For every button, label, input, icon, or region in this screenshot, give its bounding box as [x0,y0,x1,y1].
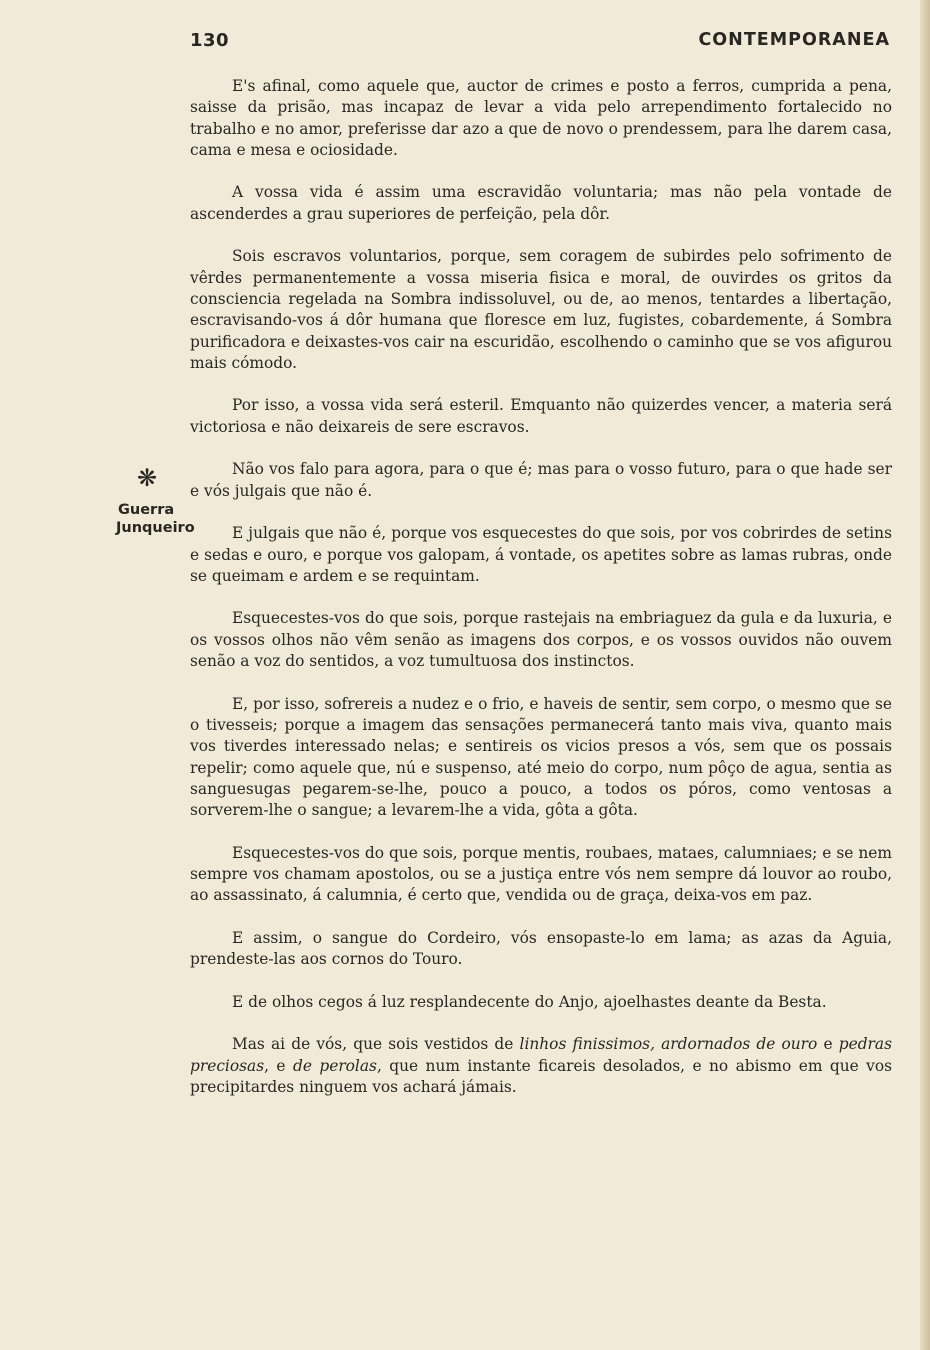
paragraph: E's afinal, como aquele que, auctor de crimes e posto a ferros, cumprida a pena, saisse da prisão, mas incapaz de levar a vida pelo arrependimento fortalecido no trabalho e no amor, preferisse dar azo a que de novo o prendessem, para lhe darem casa, cama e mesa e ociosidade. [190,77,892,159]
text-span: , e [264,1056,293,1075]
italic-phrase: linhos finissimos, ardornados de ouro [519,1035,818,1054]
paragraph: E, por isso, sofrereis a nudez e o frio, e haveis de sentir, sem corpo, o mesmo que se o tivesseis; porque a imagem das sensações permanecerá tanto mais viva, quanto mais vos tiverdes interessado nelas; e sentireis os vicios presos a vós, sem que os possais repelir; como aquele que, nú e suspenso, até meio do corpo, num pôço de agua, sentia as sanguesugas pegarem-se-lhe, pouco a pouco, a todos os póros, como ventosas a sorverem-lhe o sangue; a levarem-lhe a vida, gôta a gôta. [190,694,892,820]
running-head: CONTEMPORANEA [698,30,890,50]
italic-phrase: pedras preciosas [190,1035,892,1075]
paragraph: Esquecestes-vos do que sois, porque rastejais na embriaguez da gula e da luxuria, e os vossos olhos não vêm senão as imagens dos corpos, e os vossos ouvidos não ouvem senão a voz do sentidos, a voz tumultuosa dos instinctos. [190,609,892,671]
paragraph-last [190,1034,892,1098]
paragraph: Esquecestes-vos do que sois, porque mentis, roubaes, mataes, calumniaes; e se nem sempre vos chamam apostolos, ou se a justiça entre vós nem sempre dá louvor ao roubo, ao assassinato, á calumnia, é certo que, vendida ou de graça, deixa-vos em paz. [190,843,892,905]
paragraph: Não vos falo para agora, para o que é; mas para o vosso futuro, para o que hade ser e vós julgais que não é. [190,460,892,500]
paragraph: E julgais que não é, porque vos esquecestes do que sois, por vos cobrirdes de setins e sedas e ouro, e porque vos galopam, á vontade, os apetites sobre as lamas rubras, onde se queimam e ardem e se requintam. [190,524,892,585]
margin-note-line-1: Guerra [118,502,175,518]
page-header [190,30,890,58]
text-span: , que num instante ficareis desolados, e no abismo em que vos precipitardes ninguem vos achará jámais. [190,1056,892,1096]
paragraph: Sois escravos voluntarios, porque, sem coragem de subirdes pelo sofrimento de vêrdes permanentemente a vossa miseria fisica e moral, de ouvirdes os gritos da consciencia regelada na Sombra indissoluvel, ou de, ao menos, tentardes a libertação, escravisando-vos á dôr humana que floresce em luz, fugistes, cobardemente, á Sombra purificadora e deixastes-vos cair na escuridão, escolhendo o caminho que se vos afigurou mais cómodo. [190,247,892,372]
page-number: 130 [190,30,230,51]
asterisk-ornament-icon: ❋ [137,464,158,492]
paragraph: A vossa vida é assim uma escravidão voluntaria; mas não pela vontade de ascenderdes a grau superiores de perfeição, pela dôr. [190,183,892,223]
text-span: Mas ai de vós, que sois vestidos de [232,1035,520,1054]
body-text [190,76,892,1098]
page-edge [920,0,930,1350]
margin-note-line-2: Junqueiro [116,520,195,536]
paragraph: E assim, o sangue do Cordeiro, vós ensopaste-lo em lama; as azas da Aguia, prendeste-las aos cornos do Touro. [190,928,892,969]
italic-phrase: de perolas [292,1056,377,1075]
text-span: e [817,1035,839,1054]
paragraph: Por isso, a vossa vida será esteril. Emquanto não quizerdes vencer, a materia será victoriosa e não deixareis de sere escravos. [190,396,892,436]
paragraph: E de olhos cegos á luz resplandecente do Anjo, ajoelhastes deante da Besta. [232,992,827,1011]
